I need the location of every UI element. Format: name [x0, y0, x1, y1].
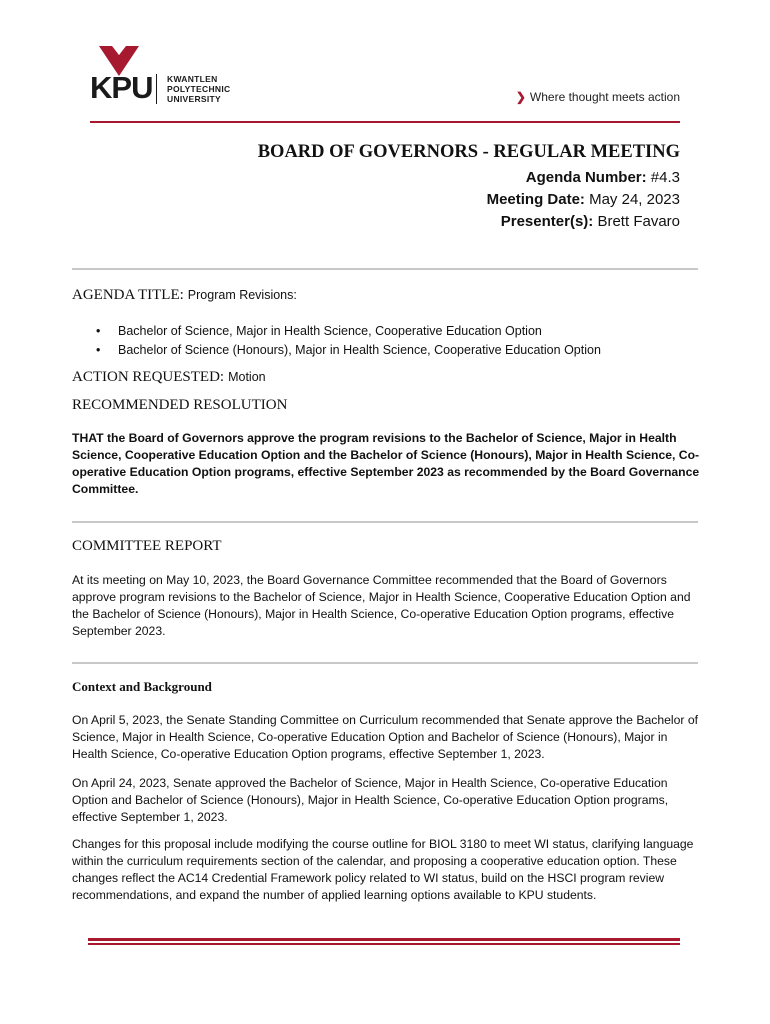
agenda-title-label: AGENDA TITLE:: [72, 287, 184, 303]
agenda-number-label: Agenda Number:: [525, 169, 647, 186]
agenda-title-value: Program Revisions:: [187, 288, 297, 302]
institution-line: POLYTECHNIC: [167, 84, 231, 94]
section-divider: [72, 268, 698, 270]
chevron-right-icon: ❯: [515, 90, 526, 104]
tagline: [516, 90, 680, 104]
presenter-label: Presenter(s):: [500, 213, 594, 230]
recommended-resolution-heading: RECOMMENDED RESOLUTION: [72, 397, 288, 413]
bullet-icon: •: [96, 343, 101, 357]
presenter: [258, 211, 680, 233]
presenter-value: Brett Favaro: [597, 213, 680, 230]
meeting-title: BOARD OF GOVERNORS - REGULAR MEETING: [257, 142, 680, 162]
logo-wordmark: KPU: [90, 70, 153, 105]
institution-name: [167, 74, 230, 104]
action-requested: [72, 369, 266, 386]
context-heading: Context and Background: [72, 679, 212, 694]
action-requested-label: ACTION REQUESTED:: [72, 369, 225, 385]
committee-report-heading: COMMITTEE REPORT: [72, 538, 222, 554]
institution-line: UNIVERSITY: [167, 94, 222, 104]
agenda-number: [258, 167, 680, 189]
institution-line: KWANTLEN: [167, 74, 218, 84]
kpu-logo: [90, 44, 250, 106]
meeting-date-label: Meeting Date:: [486, 191, 585, 208]
section-divider: [72, 662, 698, 664]
context-paragraph: On April 5, 2023, the Senate Standing Committee on Curriculum recommended that Senate approve the Bachelor of Science, Major in Health Science, Co-operative Education Option and Bachelor of Science (Honours), Major in Health Science, Co-operative Education Option programs, effective September 1, 2023.: [72, 713, 698, 761]
meeting-date: [258, 189, 680, 211]
footer-divider: [88, 943, 680, 945]
agenda-title: [72, 287, 297, 304]
list-item: • Bachelor of Science (Honours), Major in Health Science, Cooperative Education Option: [90, 341, 601, 360]
meeting-date-value: May 24, 2023: [589, 191, 680, 208]
action-requested-value: Motion: [228, 370, 266, 384]
list-item: • Bachelor of Science, Major in Health Science, Cooperative Education Option: [90, 322, 601, 341]
context-paragraph: On April 24, 2023, Senate approved the Bachelor of Science, Major in Health Science, Co-operative Education Option and Bachelor of Science (Honours), Major in Health Science, Co-operative Education Option programs, effective September 1, 2023.: [72, 776, 669, 824]
bullet-icon: •: [96, 324, 101, 338]
section-divider: [72, 521, 698, 523]
header-divider: [90, 121, 680, 123]
agenda-number-value: #4.3: [650, 169, 680, 186]
meeting-info: [258, 142, 680, 233]
logo-divider: [156, 74, 157, 104]
context-paragraph: Changes for this proposal include modifying the course outline for BIOL 3180 to meet WI status, clarifying language within the curriculum requirements section of the calendar, and proposing a cooperative education option. These changes reflect the AC14 Credential Framework policy related to WI status, build on the HSCI program review recommendations, and expand the number of applied learning options available to KPU students.: [72, 837, 694, 902]
committee-report-text: At its meeting on May 10, 2023, the Board Governance Committee recommended that the Board of Governors approve program revisions to the Bachelor of Science, Major in Health Science, Cooperative Education Option and the Bachelor of Science (Honours), Major in Health Science, Co-operative Education Option programs, effective September 2023.: [72, 573, 691, 638]
tagline-text: Where thought meets action: [529, 90, 680, 104]
footer-divider: [88, 938, 680, 941]
agenda-items-list: [90, 322, 601, 360]
resolution-text: THAT the Board of Governors approve the program revisions to the Bachelor of Science, Major in Health Science, Cooperative Education Option and the Bachelor of Science (Honours), Major in Health Science, Co-operative Education Option programs, effective September 2023 as recommended by the Board Governance Committee.: [72, 431, 700, 496]
